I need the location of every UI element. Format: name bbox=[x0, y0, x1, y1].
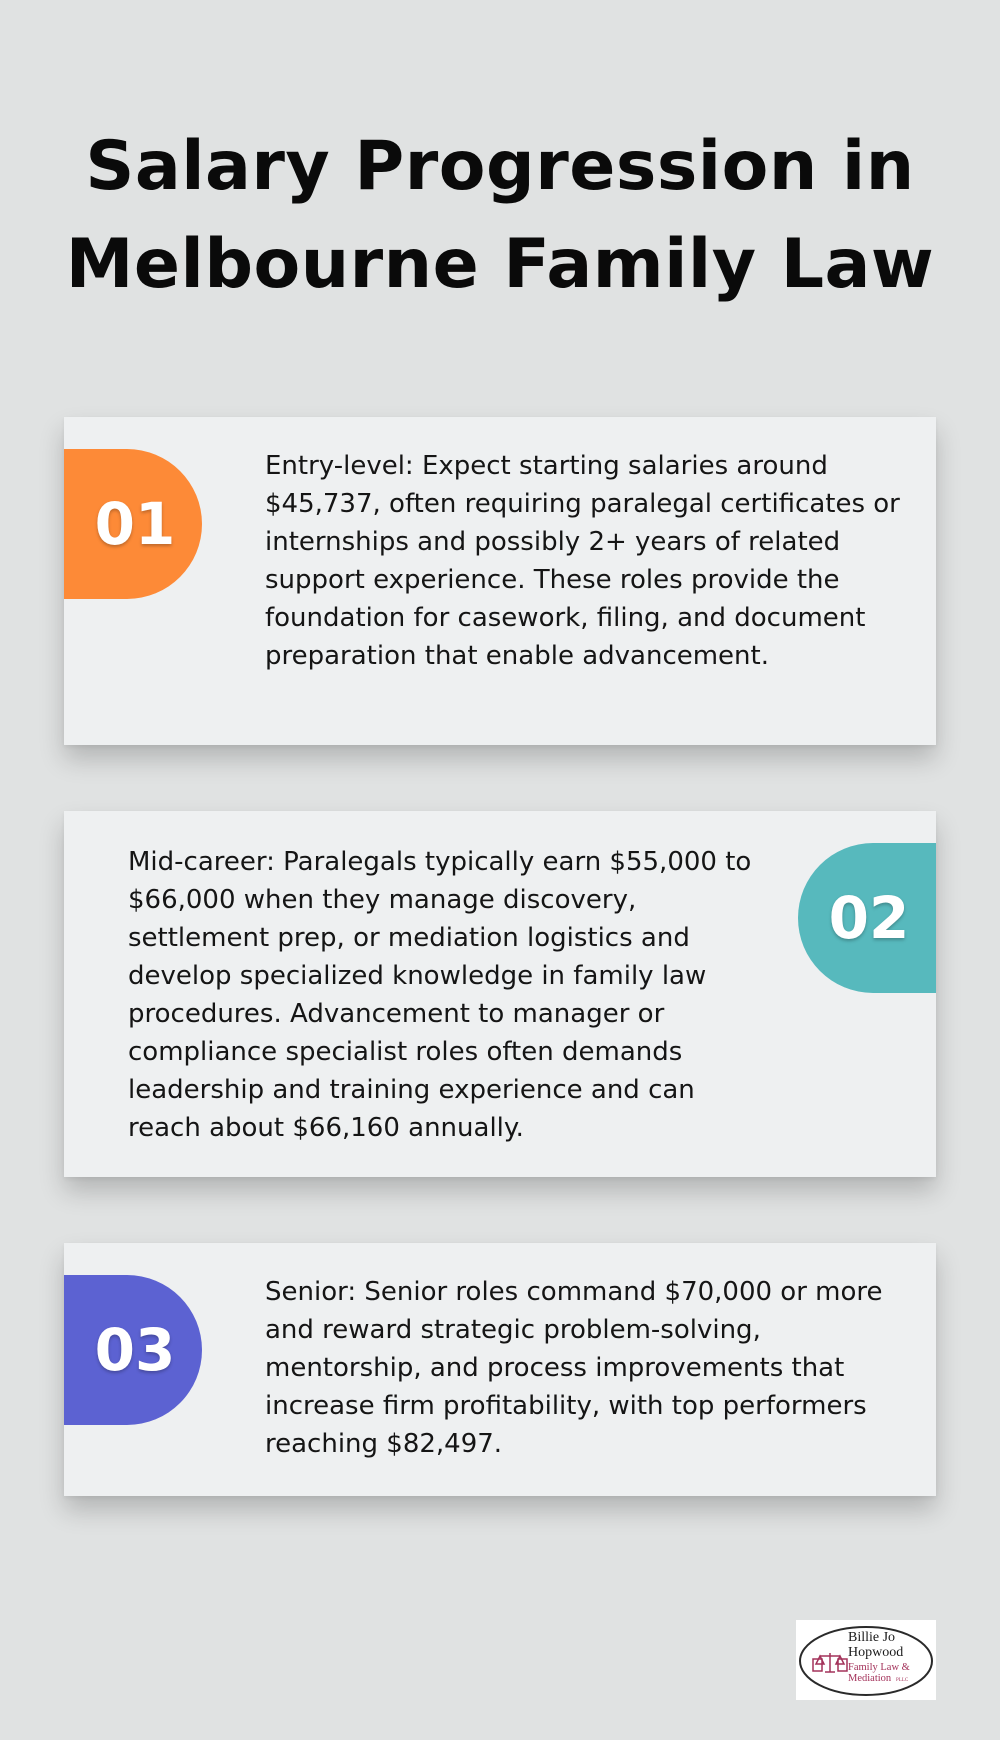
step-number-badge: 01 bbox=[64, 449, 202, 599]
page-title: Salary Progression in Melbourne Family Law bbox=[65, 127, 935, 304]
step-card-entry-level bbox=[64, 417, 936, 745]
logo-name-line-2: Hopwood bbox=[848, 1645, 904, 1660]
step-description: Mid-career: Paralegals typically earn $55,000 to $66,000 when they manage discovery, settlement prep, or mediation logistics and develop specialized knowledge in family law procedures. Advancement to manager or compliance specialist roles often demands leadership and training experience and can reach about $66,160 annually. bbox=[128, 847, 752, 1143]
step-card-mid-career bbox=[64, 811, 936, 1177]
step-description: Entry-level: Expect starting salaries around $45,737, often requiring paralegal certificates or internships and possibly 2+ years of related support experience. These roles provide the foundation for casework, filing, and document preparation that enable advancement. bbox=[265, 451, 900, 671]
logo-tagline-line-2: Mediation bbox=[848, 1673, 892, 1684]
firm-logo-graphic bbox=[796, 1620, 936, 1700]
logo-name-line-1: Billie Jo bbox=[848, 1630, 896, 1645]
step-number-badge: 02 bbox=[798, 843, 936, 993]
logo-suffix: PLLC bbox=[896, 1678, 909, 1683]
logo-tagline-line-1: Family Law & bbox=[848, 1662, 910, 1673]
firm-logo bbox=[796, 1620, 936, 1700]
step-card-senior bbox=[64, 1243, 936, 1496]
step-number-badge: 03 bbox=[64, 1275, 202, 1425]
step-description: Senior: Senior roles command $70,000 or more and reward strategic problem-solving, mentorship, and process improvements that increase firm profitability, with top performers reaching $82,497. bbox=[265, 1277, 883, 1459]
